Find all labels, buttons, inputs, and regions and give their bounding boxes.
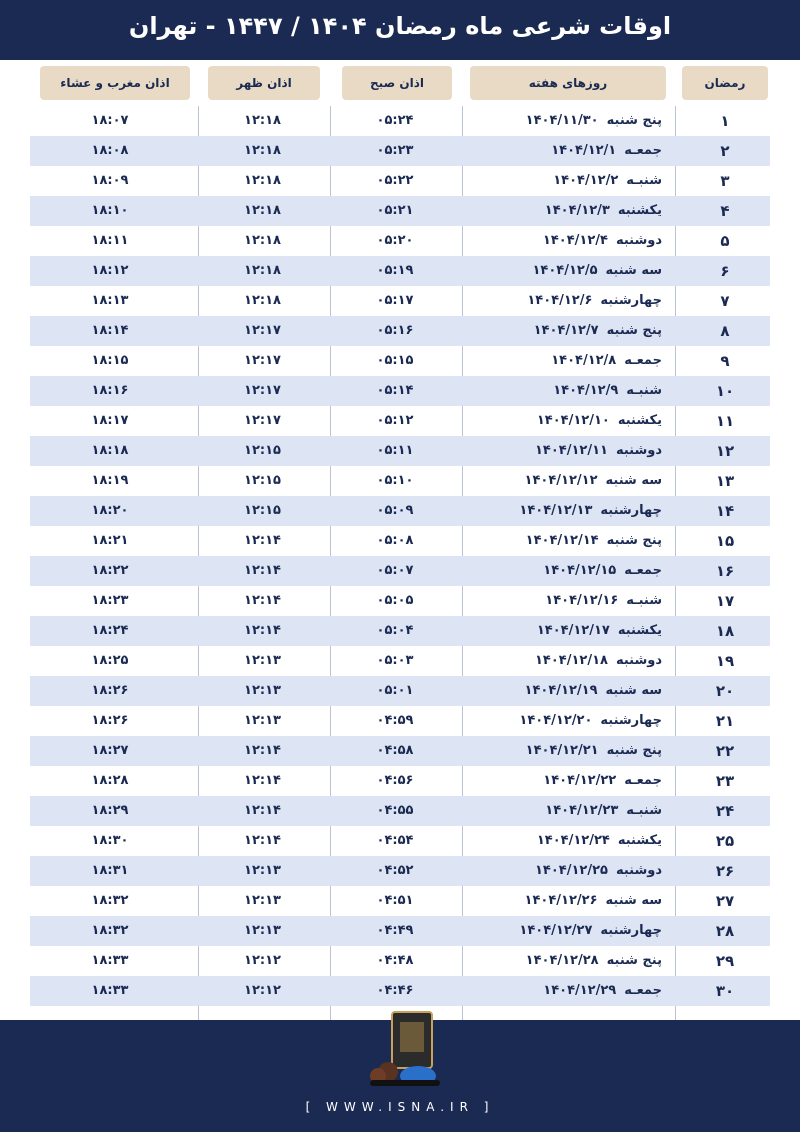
dhuhr-time: ۱۲:۱۴ [244,833,281,848]
weekday-name: شنبـه [626,803,662,818]
table-row [30,226,770,256]
fajr-time: ۰۵:۲۰ [376,233,414,248]
weekday-name: چهارشنبه [600,293,662,308]
weekday-cell [466,826,670,856]
table-row [30,316,770,346]
ramadan-day-number: ۶ [720,262,730,280]
table-row [30,556,770,586]
ramadan-day-number: ۱۱ [715,412,735,430]
weekday-name: یکشنبه [617,413,662,428]
maghrib-time: ۱۸:۳۰ [91,833,129,848]
weekday-name: پنج شنبه [606,533,662,548]
maghrib-time: ۱۸:۳۳ [91,983,129,998]
dhuhr-time: ۱۲:۱۵ [244,443,281,458]
maghrib-time: ۱۸:۱۴ [91,323,129,338]
dhuhr-time: ۱۲:۱۷ [244,323,281,338]
ramadan-day-number: ۴ [720,202,730,220]
ramadan-day-number: ۵ [720,232,730,250]
ramadan-day-number: ۱۴ [715,502,735,520]
table-row [30,646,770,676]
ramadan-day-number: ۷ [720,292,730,310]
ramadan-day-number: ۲ [720,142,730,160]
solar-date: ۱۴۰۴/۱۲/۱۴ [525,533,599,548]
weekday-name: دوشنبه [615,863,662,878]
solar-date: ۱۴۰۴/۱۲/۲۰ [519,713,593,728]
dhuhr-time: ۱۲:۱۳ [244,893,281,908]
solar-date: ۱۴۰۴/۱۲/۲۱ [525,743,599,758]
solar-date: ۱۴۰۴/۱۲/۲۴ [536,833,610,848]
dhuhr-time: ۱۲:۱۳ [244,923,281,938]
dhuhr-time: ۱۲:۱۳ [244,653,281,668]
maghrib-time: ۱۸:۲۶ [91,713,129,728]
weekday-cell [466,886,670,916]
dhuhr-time: ۱۲:۱۴ [244,593,281,608]
weekday-cell [466,436,670,466]
table-row [30,916,770,946]
fajr-time: ۰۵:۰۸ [376,533,414,548]
weekday-name: یکشنبه [617,833,662,848]
header-maghrib: اذان مغرب و عشاء [40,66,190,100]
maghrib-time: ۱۸:۱۱ [91,233,129,248]
weekday-name: پنج شنبه [606,743,662,758]
weekday-name: شنبـه [626,383,662,398]
page-title: اوقات شرعی ماه رمضان ۱۴۰۴ / ۱۴۴۷ - تهران [128,12,672,40]
dhuhr-time: ۱۲:۱۳ [244,713,281,728]
maghrib-time: ۱۸:۰۹ [91,173,129,188]
ramadan-day-number: ۱۵ [715,532,735,550]
maghrib-time: ۱۸:۰۸ [91,143,129,158]
ramadan-day-number: ۱۷ [715,592,735,610]
weekday-cell [466,736,670,766]
dhuhr-time: ۱۲:۱۴ [244,773,281,788]
ramadan-day-number: ۲۲ [715,742,735,760]
fajr-time: ۰۴:۵۹ [376,713,414,728]
weekday-name: یکشنبه [617,203,662,218]
weekday-name: چهارشنبه [600,713,662,728]
fajr-time: ۰۵:۱۹ [376,263,414,278]
solar-date: ۱۴۰۴/۱۲/۲۶ [524,893,598,908]
weekday-name: سه شنبه [605,683,662,698]
table-row [30,796,770,826]
maghrib-time: ۱۸:۱۹ [91,473,129,488]
fajr-time: ۰۵:۲۲ [376,173,414,188]
fajr-time: ۰۴:۵۶ [376,773,414,788]
solar-date: ۱۴۰۴/۱۲/۲۷ [519,923,593,938]
dhuhr-time: ۱۲:۱۸ [244,173,281,188]
fajr-time: ۰۵:۰۷ [376,563,414,578]
table-row [30,766,770,796]
weekday-cell [466,976,670,1006]
fajr-time: ۰۵:۱۰ [376,473,414,488]
ramadan-day-number: ۱۸ [715,622,735,640]
dhuhr-time: ۱۲:۱۸ [244,293,281,308]
maghrib-time: ۱۸:۳۱ [91,863,129,878]
ramadan-day-number: ۲۰ [715,682,735,700]
maghrib-time: ۱۸:۲۲ [91,563,129,578]
table-row [30,526,770,556]
fajr-time: ۰۴:۴۶ [376,983,414,998]
dhuhr-time: ۱۲:۱۴ [244,803,281,818]
weekday-cell [466,466,670,496]
table-row [30,436,770,466]
dhuhr-time: ۱۲:۱۷ [244,353,281,368]
weekday-name: پنج شنبه [606,953,662,968]
maghrib-time: ۱۸:۲۱ [91,533,129,548]
fajr-time: ۰۵:۲۴ [376,113,414,128]
maghrib-time: ۱۸:۲۵ [91,653,129,668]
maghrib-time: ۱۸:۳۲ [91,893,129,908]
dhuhr-time: ۱۲:۱۲ [244,953,281,968]
ramadan-day-number: ۲۴ [715,802,735,820]
solar-date: ۱۴۰۴/۱۲/۴ [542,233,608,248]
ramadan-day-number: ۲۶ [715,862,735,880]
maghrib-time: ۱۸:۰۷ [91,113,129,128]
weekday-name: سه شنبه [605,473,662,488]
weekday-cell [466,406,670,436]
table-row [30,196,770,226]
solar-date: ۱۴۰۴/۱۲/۱۵ [543,563,617,578]
weekday-cell [466,856,670,886]
maghrib-time: ۱۸:۱۳ [91,293,129,308]
weekday-name: جمعـه [624,563,662,578]
weekday-name: شنبـه [626,593,662,608]
ramadan-day-number: ۲۱ [715,712,735,730]
weekday-cell [466,796,670,826]
table-row [30,286,770,316]
header-weekday: روزهای هفته [470,66,666,100]
weekday-name: چهارشنبه [600,923,662,938]
dhuhr-time: ۱۲:۱۵ [244,473,281,488]
ramadan-day-number: ۲۳ [715,772,735,790]
weekday-cell [466,136,670,166]
website-link[interactable]: [ WWW.ISNA.IR ] [305,1100,495,1114]
dhuhr-time: ۱۲:۱۴ [244,533,281,548]
dhuhr-time: ۱۲:۱۸ [244,143,281,158]
weekday-name: دوشنبه [615,443,662,458]
dhuhr-time: ۱۲:۱۴ [244,563,281,578]
ramadan-illustration [330,990,470,1090]
solar-date: ۱۴۰۴/۱۲/۵ [532,263,598,278]
solar-date: ۱۴۰۴/۱۲/۸ [551,353,617,368]
fajr-time: ۰۴:۵۵ [376,803,414,818]
fajr-time: ۰۵:۰۵ [376,593,414,608]
header-ramadan: رمضان [682,66,768,100]
ramadan-day-number: ۸ [720,322,730,340]
maghrib-time: ۱۸:۲۸ [91,773,129,788]
weekday-cell [466,286,670,316]
ramadan-day-number: ۱۹ [715,652,735,670]
maghrib-time: ۱۸:۱۷ [91,413,129,428]
dhuhr-time: ۱۲:۱۳ [244,683,281,698]
weekday-name: دوشنبه [615,653,662,668]
solar-date: ۱۴۰۴/۱۲/۲۸ [525,953,599,968]
weekday-name: جمعـه [624,143,662,158]
maghrib-time: ۱۸:۳۲ [91,923,129,938]
weekday-cell [466,166,670,196]
fajr-time: ۰۵:۲۱ [376,203,414,218]
maghrib-time: ۱۸:۱۶ [91,383,129,398]
weekday-cell [466,556,670,586]
dhuhr-time: ۱۲:۱۳ [244,863,281,878]
solar-date: ۱۴۰۴/۱۲/۱۷ [536,623,610,638]
maghrib-time: ۱۸:۲۶ [91,683,129,698]
ramadan-day-number: ۱ [720,112,730,130]
maghrib-time: ۱۸:۱۲ [91,263,129,278]
fajr-time: ۰۵:۲۳ [376,143,414,158]
weekday-name: سه شنبه [605,893,662,908]
ramadan-day-number: ۲۷ [715,892,735,910]
dhuhr-time: ۱۲:۱۸ [244,203,281,218]
solar-date: ۱۴۰۴/۱۲/۹ [553,383,619,398]
fajr-time: ۰۴:۵۸ [376,743,414,758]
dhuhr-time: ۱۲:۱۸ [244,113,281,128]
solar-date: ۱۴۰۴/۱۱/۳۰ [525,113,599,128]
fajr-time: ۰۵:۱۶ [376,323,414,338]
table-row [30,586,770,616]
ramadan-day-number: ۱۰ [715,382,735,400]
table-row [30,856,770,886]
fajr-time: ۰۵:۰۳ [376,653,414,668]
weekday-cell [466,196,670,226]
table-row [30,826,770,856]
fajr-time: ۰۵:۰۱ [376,683,414,698]
fajr-time: ۰۵:۱۷ [376,293,414,308]
maghrib-time: ۱۸:۲۰ [91,503,129,518]
solar-date: ۱۴۰۴/۱۲/۲۲ [543,773,617,788]
weekday-cell [466,616,670,646]
ramadan-day-number: ۳۰ [715,982,735,1000]
fajr-time: ۰۵:۱۴ [376,383,414,398]
dhuhr-time: ۱۲:۱۴ [244,743,281,758]
table-row [30,136,770,166]
fajr-time: ۰۵:۱۲ [376,413,414,428]
weekday-cell [466,946,670,976]
table-row [30,706,770,736]
solar-date: ۱۴۰۴/۱۲/۱۲ [524,473,598,488]
table-row [30,616,770,646]
ramadan-day-number: ۹ [720,352,730,370]
header-banner [0,0,800,60]
weekday-cell [466,256,670,286]
weekday-name: دوشنبه [615,233,662,248]
weekday-name: سه شنبه [605,263,662,278]
table-row [30,736,770,766]
solar-date: ۱۴۰۴/۱۲/۶ [527,293,593,308]
fajr-time: ۰۵:۱۵ [376,353,414,368]
header-fajr: اذان صبح [342,66,452,100]
solar-date: ۱۴۰۴/۱۲/۱ [551,143,617,158]
fajr-time: ۰۵:۰۹ [376,503,414,518]
weekday-cell [466,586,670,616]
maghrib-time: ۱۸:۱۵ [91,353,129,368]
ramadan-day-number: ۲۸ [715,922,735,940]
table-row [30,886,770,916]
table-row [30,256,770,286]
solar-date: ۱۴۰۴/۱۲/۱۳ [519,503,593,518]
table-row [30,466,770,496]
prayer-times-table [30,60,770,1000]
dhuhr-time: ۱۲:۱۵ [244,503,281,518]
weekday-name: یکشنبه [617,623,662,638]
weekday-cell [466,106,670,136]
ramadan-day-number: ۱۳ [715,472,735,490]
weekday-cell [466,346,670,376]
weekday-cell [466,646,670,676]
fajr-time: ۰۴:۵۱ [376,893,414,908]
solar-date: ۱۴۰۴/۱۲/۷ [533,323,599,338]
weekday-cell [466,916,670,946]
maghrib-time: ۱۸:۲۳ [91,593,129,608]
solar-date: ۱۴۰۴/۱۲/۲ [553,173,619,188]
fajr-time: ۰۴:۵۴ [376,833,414,848]
weekday-name: چهارشنبه [600,503,662,518]
ramadan-day-number: ۲۵ [715,832,735,850]
weekday-name: پنج شنبه [606,113,662,128]
table-row [30,166,770,196]
table-row [30,406,770,436]
weekday-name: جمعـه [624,353,662,368]
dhuhr-time: ۱۲:۱۷ [244,413,281,428]
weekday-name: جمعـه [624,773,662,788]
ramadan-day-number: ۱۶ [715,562,735,580]
weekday-cell [466,676,670,706]
header-dhuhr: اذان ظهر [208,66,320,100]
ramadan-day-number: ۱۲ [715,442,735,460]
dhuhr-time: ۱۲:۱۷ [244,383,281,398]
weekday-cell [466,376,670,406]
weekday-cell [466,316,670,346]
maghrib-time: ۱۸:۱۰ [91,203,129,218]
fajr-time: ۰۵:۱۱ [376,443,414,458]
fajr-time: ۰۵:۰۴ [376,623,414,638]
weekday-name: پنج شنبه [606,323,662,338]
solar-date: ۱۴۰۴/۱۲/۲۳ [545,803,619,818]
maghrib-time: ۱۸:۳۳ [91,953,129,968]
maghrib-time: ۱۸:۲۴ [91,623,129,638]
dhuhr-time: ۱۲:۱۲ [244,983,281,998]
dhuhr-time: ۱۲:۱۸ [244,233,281,248]
weekday-cell [466,496,670,526]
table-row [30,346,770,376]
ramadan-day-number: ۲۹ [715,952,735,970]
weekday-cell [466,526,670,556]
solar-date: ۱۴۰۴/۱۲/۱۶ [545,593,619,608]
dhuhr-time: ۱۲:۱۸ [244,263,281,278]
fajr-time: ۰۴:۵۲ [376,863,414,878]
weekday-cell [466,706,670,736]
maghrib-time: ۱۸:۲۹ [91,803,129,818]
solar-date: ۱۴۰۴/۱۲/۳ [544,203,610,218]
solar-date: ۱۴۰۴/۱۲/۲۹ [543,983,617,998]
fajr-time: ۰۴:۴۸ [376,953,414,968]
weekday-name: شنبـه [626,173,662,188]
table-row [30,376,770,406]
table-row [30,106,770,136]
maghrib-time: ۱۸:۱۸ [91,443,129,458]
fajr-time: ۰۴:۴۹ [376,923,414,938]
weekday-name: جمعـه [624,983,662,998]
solar-date: ۱۴۰۴/۱۲/۱۸ [534,653,608,668]
maghrib-time: ۱۸:۲۷ [91,743,129,758]
solar-date: ۱۴۰۴/۱۲/۱۹ [524,683,598,698]
dhuhr-time: ۱۲:۱۴ [244,623,281,638]
weekday-cell [466,226,670,256]
solar-date: ۱۴۰۴/۱۲/۱۰ [536,413,610,428]
table-row [30,676,770,706]
solar-date: ۱۴۰۴/۱۲/۱۱ [534,443,608,458]
table-row [30,496,770,526]
ramadan-day-number: ۳ [720,172,730,190]
solar-date: ۱۴۰۴/۱۲/۲۵ [534,863,608,878]
table-row [30,946,770,976]
weekday-cell [466,766,670,796]
